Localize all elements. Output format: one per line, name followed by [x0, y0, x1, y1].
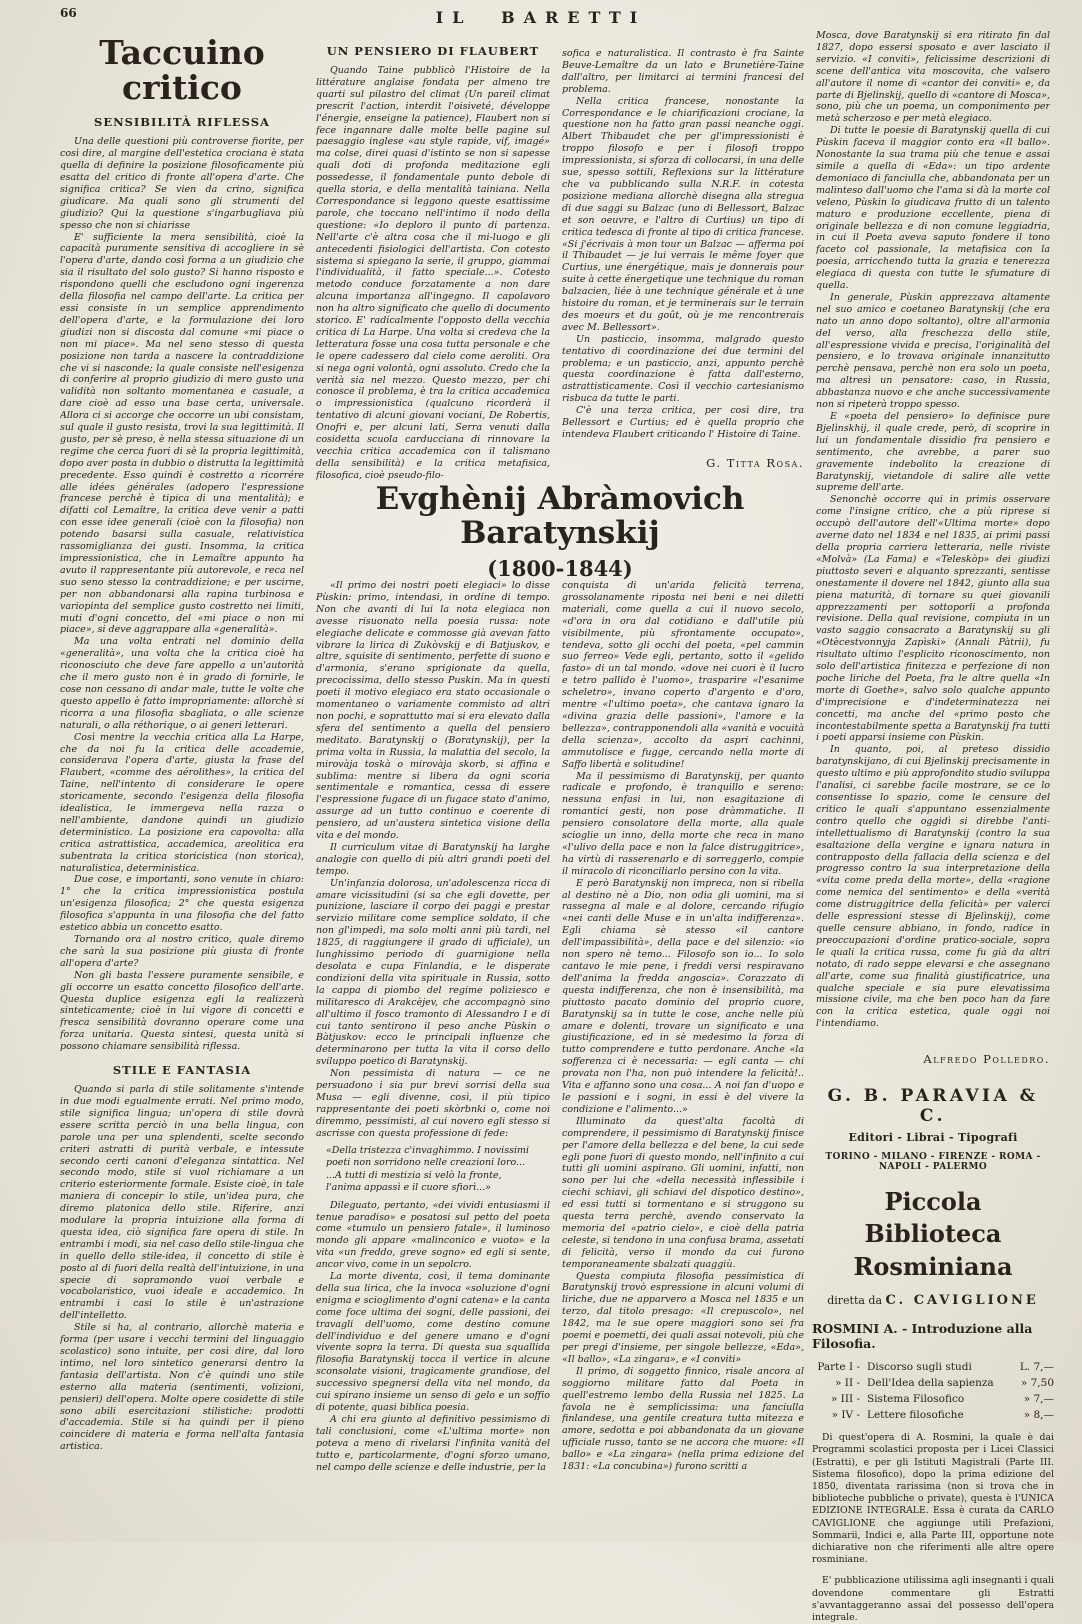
column-baratynskij-left: [316, 580, 550, 1502]
row-price: » 7,—: [1023, 1393, 1054, 1406]
price-row: [812, 1407, 1054, 1423]
publisher-subtitle: Editori - Librai - Tipografi: [848, 1131, 1018, 1144]
publisher-name: G. B. PARAVIA & C.: [827, 1086, 1039, 1126]
signature-g-titta-rosa: G. Titta Rosa.: [706, 456, 804, 470]
baratynskij-dates: (1800-1844): [487, 556, 633, 582]
rosminiana-work-title: ROSMINI A. - Introduzione alla Filosofia.: [812, 1321, 1033, 1352]
row-price: » 8,—: [1023, 1409, 1054, 1422]
row-part: » III -: [830, 1393, 860, 1406]
baratynskij-title: Evghènij Abràmovich Baratynskij: [375, 481, 745, 552]
section-stile-e-fantasia-text: Quando si parla di stile solitamente s'intende in due modi egualmente errati. Nel primo modo, stile significa lingua; un'opera di stile dovrà essere scritta perciò in una bella lingua, con parole una per una splendenti, scelte secondo criteri astratti di purità verbale, e intessute secondo certi canoni d'eleganza sintattica. Nel secondo modo, stile si vuol richiamare a un criterio esteriormente formale. Esiste cioè, in tale maniera di concepir lo stile, un'idea pura, che diremo platonica dello stile. Riferire, anzi modulare la propria intuizione alla forma di questa idea, ciò significa fare opera di stile. In entrambi i modi, sia nel caso dello stile-lingua che in quello dello stile-idea, il concetto di stile è posto al di fuori della realtà dell'intuizione, in una specie di sopramondo vuoi verbale e vocabolaristico, vuoi ideale e accademico. In entrambi i casi lo stile è un'astrazione dell'intelletto. Stile si ha, al contrario, allorchè materia e forma (per usare i vecchi termini del linguaggio scolastico) sono intuite, per così dire, dal loro intimo, nel loro sintetico generarsi dentro la fantasia dell'artista. Non c'è quindi uno stile esterno alla materia (sentimenti, volizioni, pensieri) dell'opera. Molte opere cosidette di stile sono abili esercitazioni stilistiche: prodotti d'accademia. Stile si ha quindi per il pieno coincidere di materia e forma nell'alta fantasia artistica.: [60, 1084, 304, 1453]
price-row: [812, 1375, 1054, 1391]
price-row: [812, 1391, 1054, 1407]
advertisement-paravia: [812, 1086, 1054, 1624]
rosminiana-title-line1: Piccola Biblioteca: [864, 1187, 1002, 1249]
rosminiana-title: [812, 1186, 1054, 1283]
column-taccuino-critico: [60, 36, 304, 1502]
row-title: Dell'Idea della sapienza: [867, 1377, 994, 1390]
row-title: Sistema Filosofico: [867, 1393, 965, 1406]
director-name: C. CAVIGLIONE: [885, 1293, 1039, 1309]
rosminiana-directed-by: [812, 1293, 1054, 1308]
publisher-cities: TORINO - MILANO - FIRENZE - ROMA - NAPOLI - PALERMO: [825, 1152, 1041, 1172]
row-title: Discorso sugli studi: [867, 1361, 972, 1374]
article-title-taccuino-critico: Taccuino critico: [99, 36, 265, 107]
rosminiana-description: Di quest'opera di A. Rosmini, la quale è dai Programmi scolastici proposta per i Licei Classici (Estratti), e per gli Istituti Magistrali (Parte III. Sistema filosofico), dopo la prima edizione del 1850, diventata rarissima (non si trova che in biblioteche pubbliche o private), questa è l'UNICA EDIZIONE INTEGRALE. Essa è curata da CARLO CAVIGLIONE che aggiunge utili Prefazioni, Sommarii, Indici e, alla Parte III, opportune note dichiarative non che riferimenti alle altre opere rosminiane. E' pubblicazione utilissima agli insegnanti i quali dovendone commentare gli Estratti s'avvantaggeranno assai del possesso dell'opera integrale.: [812, 1432, 1054, 1624]
rosminiana-title-line2: Rosminiana: [853, 1251, 1013, 1281]
baratynskij-text-left-2: Dileguato, pertanto, «dei vividi entusiasmi il tenue paradiso» e posatosi sul petto del poeta come «tumulo un pensiero fatale», il luminoso mondo gli appare «malinconico e vuoto» e la vita «un freddo, greve sogno» ed egli si sente, ancor vivo, come in un sepolcro. La morte diventa, così, il tema dominante della sua lirica, che la invoca «soluzione d'ogni enigma e scioglimento d'ogni catena» e la canta come foce ultima dei sogni, delle passioni, dei travagli dell'uomo, come destino comune dell'individuo e del genere umano e d'ogni vivente sopra la terra. Di questa sua squallida filosofia Baratynskij tocca il vertice in alcune sconsolate visioni, tragicamente grandiose, del successivo spegnersi della vita nel mondo, da cui spirano insieme un senso di gelo e un soffio di potente, quasi biblica poesia. A chi era giunto al definitivo pessimismo di tali conclusioni, come «L'ultima morte» non poteva a meno di rivelarsi l'infinita vanità del tutto e, particolarmente, d'ogni sforzo umano, nel campo delle scienze e delle industrie, per la: [316, 1199, 550, 1473]
signature-alfredo-polledro: Alfredo Polledro.: [923, 1052, 1050, 1066]
row-part: » IV -: [831, 1409, 860, 1422]
article-heading-baratynskij: [316, 482, 804, 581]
row-part: » II -: [835, 1377, 860, 1390]
rosminiana-price-list: [812, 1359, 1054, 1423]
column-flaubert-left: [316, 44, 550, 482]
section-heading-stile-e-fantasia: STILE E FANTASIA: [112, 1063, 252, 1078]
flaubert-text-continuation: sofica e naturalistica. Il contrasto è fra Sainte Beuve-Lemaître da un lato e Brunetière-Taine dall'altro, per limitarci ai termini francesi del problema.: [562, 48, 804, 95]
baratynskij-text-right-continuation: Mosca, dove Baratynskij si era ritirato fin dal 1827, dopo essersi sposato e aver lasciato il servizio. «I conviti», felicissime descrizioni di scene dell'antica vita moscovita, che valsero all'autore il nome di «cantor dei conviti» e, da parte di Bjelìnskij, quello di «cantore di Mosca», sono, più che un poema, un componimento per metà scherzoso e per metà elegiaco.: [816, 30, 1050, 125]
flaubert-text-left: Quando Taine pubblicò l'Histoire de la littérature anglaise fondata per almeno tre quarti sul pilastro del climat (Un pareil climat prescrit l'action, interdit l'oisiveté, développe l'énergie, enseigne la patience), Flaubert non si fece ingannare dalle molte belle pagine sul paesaggio inglese «au style rapide, vif, imagé» ma colse, direi quasi d'istinto se non si sapesse quali doti di profonda meditazione egli possedesse, il fondamentale punto debole di quella storia, e della mentalità tainiana. Nella Correspondance si leggono queste esattissime parole, che toccano nell'intimo il nodo della questione: «Io deploro il punto di partenza. Nell'arte c'è altra cosa che il mi-luogo e gli antecedenti fisiologici dell'artista. Con cotesto sistema si spiegano la serie, il gruppo, giammai l'individualità, il fatto speciale...». Cotesto metodo conduce forzatamente a non dare alcuna importanza all'ingegno. Il capolavoro non ha altro significato che quello di documento storico. E' radicalmente l'opposto della vecchia critica di La Harpe. Una volta si credeva che la letteratura fosse una cosa tutta personale e che le opere cadessero dal cielo come aeroliti. Ora si nega ogni volontà, ogni assoluto. Credo che la verità sia nel mezzo. Questo mezzo, per chi conosce il problema, è tra la critica accademica o impressionistica (qualcuno ricorderà il tentativo di alcuni giovani vociani, De Robertis, Onofri e, per alcuni lati, Serra venuti dalla cosidetta scuola carducciana di rinnovare la vecchia critica accademica con il talismano della sensibilità) e la critica metafisica, filosofica, cioè pseudo-filo-: [316, 65, 550, 481]
masthead-title: IL BARETTI: [435, 8, 647, 27]
row-price: L. 7,—: [1019, 1361, 1054, 1374]
baratynskij-verse-quote: «Della tristezza c'invaghimmo. I novissimi poeti non sorridono nelle creazioni loro... ...A tutti di mestizia si velò la fronte, l'anima appassì e il cuore sfiorì...»: [326, 1144, 530, 1194]
page-number: 66: [60, 6, 77, 20]
row-price: » 7,50: [1020, 1377, 1054, 1390]
column-flaubert-right: [562, 48, 804, 456]
baratynskij-text-left-1: «Il primo dei nostri poeti elegiaci» lo disse Pùskin: primo, intendasi, in ordine di tempo. Non che avanti di lui la nota elegiaca non avesse risuonato nella poesia russa: note elegiache delicate e commosse già avevan fatto vibrare la lirica di Zukòvskij e di Batjuskov, e altre, squisite di sentimento, perfette di suono e d'armonia, s'erano sprigionate da quella, precocissima, dello stesso Puskin. Ma in questi poeti il motivo elegiaco era stato occasionale o momentaneo o variamente commisto ad altri non pochi, e soprattutto mai si era elevato dalla sfera del sentimento a quella del pensiero meditato. Baratynskij o (Boratynskij), per la prima volta in Russia, la malattia del secolo, la mirovàja toskà o mirovàja skorb, si affina e sublima: mentre si libera da ogni scoria sentimentale e romantica, cessa di essere l'espressione fugace di un fugace stato d'animo, assurge ad un tutto continuo e coerente di pensiero, ad un'austera sintetica visione della vita e del mondo. Il curriculum vitae di Baratynskij ha larghe analogie con quello di più altri grandi poeti del tempo. Un'infanzia dolorosa, un'adolescenza ricca di amare vicissitudini (si sa che egli dovette, per punizione, lasciare il corpo dei paggi e prestar servizio militare come semplice soldato, il che non gl'impedì, ma solo molti anni più tardi, nel 1825, di raggiungere il grado di ufficiale), un lunghissimo periodo di guarnigione nella desolata e cupa Finlandia, e le disperate condizioni della vita spirituale in Russia, sotto la cappa di piombo del regime poliziesco e militaresco di Arakcèjev, che accompagnò sino all'ultimo il fosco tramonto di Alessandro I e di cui tanto sentirono il peso anche Pùskin o Bàtjuskov: ecco le principali influenze che determinarono per tutta la vita il corso dello sviluppo poetico di Baratynskij. Non pessimista di natura — ce ne persuadono i sia pur brevi sorrisi della sua Musa — egli divenne, così, il più tipico rappresentante dei poeti skòrbnki o, come noi diremmo, pessimisti, al cui novero egli stesso si ascrisse con questa professione di fede:: [316, 580, 550, 1139]
row-part: Parte I -: [817, 1361, 860, 1374]
flaubert-text-right: Nella critica francese, nonostante la Correspondance e le chiarificazioni crociane, la questione non ha fatto gran passi neanche oggi. Albert Thibaudet che per gl'impressionisti è troppo filosofo e per i filosofi troppo impressionista, si sforza di collocarsi, in una delle sue, spesso sottili, Reflexions sur la littérature che va pubblicando sulla N.R.F. in cotesta posizione mediana allorchè disegna alla stregua di due saggi su Balzac (uno di Bellessort, Balzac et son oeuvre, e l'altro di Curtius) un tipo di critica tedesca di fronte al tipo di critica francese. «Si j'écrivais à mon tour un Balzac — afferma poi il Thibaudet — je lui verrais le même foyer que Curtius, une énergétique, mais je donnerais pour suite à cette énergetique une technique du roman balzacien, liée à une technique générale et à une histoire du roman, et je terminerais sur le terrain des moeurs et du goût, où je me rencontrerais avec M. Bellessort». Un pasticcio, insomma, malgrado questo tentativo di coordinazione dei due termini del problema; e un pasticcio, anzi, appunto perchè questa coordinazione è fatta dall'esterno, astrattisticamente. Così il vecchio cartesianismo risbuca da tutte le parti. C'è una terza critica, per così dire, tra Bellessort e Curtius; ed è quella proprio che intendeva Flaubert criticando l' Histoire di Taine.: [562, 95, 804, 440]
price-row: [812, 1359, 1054, 1375]
baratynskij-text-middle: Ma il pessimismo di Baratynskij, per quanto radicale e profondo, è tranquillo e sereno: nessuna enfasi in lui, non esagitazione di romantici gesti, non pose dràmmatiche. Il pensiero consolatore della morte, alla quale scioglie un inno, della morte che reca in mano «l'ulivo della pace e non la falce distruggitrice», ha virtù di rasserenarlo e di sorreggerlo, compie il miracolo di riconciliarlo persino con la vita. E però Baratynskij non impreca, non si ribella al destino nè a Dio, non odia gli uomini, ma si rassegna al male e al dolore, cercando rifugio «nei canti delle Muse e in un'alta indifferenza». Egli chiama sè stesso «il cantore dell'impassibilità», della pace e del silenzio: «io non spero nè temo... Filosofo son io... Io solo cantavo le mie pene, i freddi versi respiravano dell'anima la fredda angoscia». Corazzato di questa indifferenza, che non è insensibilità, ma piuttosto pacato dominio del proprio cuore, Baratynskij sa in tutte le cose, anche nelle più amare e dolenti, trovare un significato e una giustificazione, ed in sè medesimo la forza di tutto comprendere e tutto perdonare. Anche «la sofferenza ci è necessaria: — egli canta — chi provata non l'ha, non può intendere la felicità!.. Vita e affanno sono una cosa... A noi fan d'uopo e le passioni e i sogni, in essi è del vivere la condizione e l'alimento...» Illuminato da quest'alta facoltà di comprendere, il pessimismo di Baratynskij finisce per l'amore della bellezza e del bene, la cui sede egli pone fuori di questo mondo, nell'infinito a cui tutti gli uomini aspirano. Gli uomini, infatti, non sono per lui che «della necessità inflessibile i ciechi schiavi, gli schiavi del dispotico destino», ed essi tutti si tormentano e si struggono su questa terra perchè, avendo conservato la memoria del «patrio cielo», e cioè della patria celeste, si tendono in una confusa brama, assetati di felicità, verso il mondo da cui furono temporaneamente sbalzati quaggiù. Questa compiuta filosofia pessimistica di Baratynskij trovò espressione in alcuni volumi di liriche, due ne apparvero a Mosca nel 1835 e un terzo, dal titolo presago: «Il crepuscolo», nel 1842, ma le sue opere maggiori sono sei fra poemi e poemetti, dei quali assai notevoli, più che per pregi d'insieme, per singole bellezze, «Eda», «Il ballo», «La zingara», e «I conviti» Il primo, di soggetto finnico, risale ancora al soggiorno militare fatto dal Poeta in quell'estremo lembo della Russia nel 1825. La favola ne è semplicissima: una fanciulla finlandese, una gentile creatura tutta mitezza e amore, sedotta e poi abbandonata da un giovane ufficiale russo, tanto se ne accora che muore: «Il ballo» e «La zingara» (nella prima edizione del 1831: «La concubina») furono scritti a: [562, 770, 804, 1473]
row-title: Lettere filosofiche: [867, 1409, 964, 1422]
column-baratynskij-middle: [562, 580, 804, 1502]
column-baratynskij-right: [816, 30, 1050, 1050]
section-heading-un-pensiero-di-flaubert: UN PENSIERO DI FLAUBERT: [326, 44, 540, 58]
section-heading-sensibilita-riflessa: SENSIBILITÀ RIFLESSA: [94, 115, 270, 130]
section-sensibilita-riflessa-text: Una delle questioni più controverse fiorite, per così dire, al margine dell'estetica crociana è stata quella di definire la posizione filosoficamente più esatta del critico di fronte all'opera d'arte. Che significa critica? Se vien da crino, significa giudicare. Ma quali sono gli strumenti del giudizio? Qui la questione s'ingarbugliava più spesso che non si chiarisse E' sufficiente la mera sensibilità, cioè la capacità puramente sensitiva di accogliere in sè l'opera d'arte, dando così forma a un giudizio che sia il risultato del solo gusto? Si hanno risposto e rispondono quelli che escludono ogni ingerenza della filosofia nel campo dell'arte. La critica per essi consiste in un semplice apprendimento dell'opera d'arte, e la formulazione dei loro giudizi non si discosta dal comune «mi piace o non mi piace». Ma nel seno stesso di questa posizione non tarda a nascere la contraddizione che vi si nasconde; la quale consiste nell'esigenza di conferire al proprio giudizio di mero gusto una validità non soltanto momentanea e casuale, a dare cioè ad esso una base certa, universale. Allora ci si accorge che occorre un ubi consistam, sul quale il gusto resista, trovi la sua legittimità. Il gusto, per sè preso, è nella stessa situazione di un regime che cerca fuori di sè la propria legittimità, dopo aver posta in dubbio o distrutta la legittimità precedente. Esso quindi è costretto a ricorrére alle idées générales (adopero l'espressione francese perchè è tipica di una mentalità); e difatti col Lemaître, la critica deve venir a patti con esse idee generali (cioè con la filosofia) non potendo basarsi sulla casuale, relativistica rassomiglianza dei gusti. Insomma, la critica impressionistica, che in Lemaître appunto ha avuto il rappresentante più autorevole, e reca nel suo seno stesso la contraddizione; e per uscirne, per non abbandonarsi alla rapina turbinosa e variopinta del semplice gusto costretto nei limiti, muti d'ogni concetto, del «mi piace o non mi piace», si deve aggrappare alla «generalità». Ma una volta entrati nel dominio della «generalità», una volta che la critica cioè ha riconosciuto che deve fare appello a un'autorità che il mero gusto non è in grado di fornirle, le cose non cessano di andar male, tutte le volte che questo appello è fatto impropriamente: allorchè si ricorra a una filosofia sbagliata, o alle scienze naturali, o alla réthorique, o ai generi letterari. Così mentre la vecchia critica alla La Harpe, che da noi fu la critica delle accademie, considerava l'opera d'arte, giusta la frase del Flaubert, «comme des aérolithes», la critica del Taine, nell'intento di considerare le opere storicamente, secondo l'esigenza della filosofia idealistica, le immergeva nella razza o nell'ambiente, dandone quindi un giudizio deterministico. La posizione era capovolta: alla critica astrattistica, accademica, areolitica era subentrata la critica storicistica (non storica), naturalistica, deterministica. Due cose, e importanti, sono venute in chiaro: 1° che la critica impressionistica postula un'esigenza filosofica; 2° che questa esigenza filosofica s'appunta in una filosofia che del fatto estetico abbia un concetto esatto. Tornando ora al nostro critico, quale diremo che sarà la sua posizione più giusta di fronte all'opera d'arte? Non gli basta l'essere puramente sensibile, e gli occorre un esatto concetto filosofico dell'arte. Questa duplice esigenza egli la realizzerà sinteticamente; cioè in lui vigore di concetti e fresca sensibilità dovranno operare come una forza unitaria. Questa sintesi, questa unità si possono chiamare sensibilità riflessa.: [60, 136, 304, 1053]
directed-by-prefix: diretta da: [827, 1294, 886, 1308]
baratynskij-text-middle-continuation: conquista di un'arida felicità terrena, grossolanamente riposta nei beni e nei diletti materiali, come quella a cui il nuovo secolo, «d'ora in ora dal cotidiano e dall'utile più visibilmente, più sfrontamente occupato», tendeva, sotto gli occhi del poeta, «pel cammin suo ferreo» Vede egli, pertanto, sotto il «gelido fasto» di un tal mondo. «dove nei cuori è il lucro e tetro pallido è l'uomo», trasparire «l'esanime scheletro», invano coperto d'argento e d'oro, mentre «l'ultimo poeta», che cantava ignaro la «divina grazia delle passioni», l'amore e la bellezza», contrapponendoli alla «vanità e vocuità della scienza», accolto da aspri cachinni, ammutolisce e fugge, cercando nella morte di Saffo libertà e solitudine!: [562, 580, 804, 770]
baratynskij-text-right: Di tutte le poesie di Baratynskij quella di cui Pùskin faceva il maggior conto era «Il ballo». Nonostante la sua trama più che tenue e assai simile a quella di «Eda»: un tipo ardente demoniaco di fanciulla che, abbandonata per un malinteso dall'uomo che l'ama si dà la morte col veleno, Pùskin lo giudicava frutto di un talento maturo e produzione eccellente, piena di originale bellezza e di non comune leggiadria, in cui il Poeta aveva saputo fondere il tono faceto col passionale, la metafisica con la poesia, arricchendo tutta la grazia e tenerezza elegiaca di questa con tutte le sfumature di quella. In generale, Pùskin apprezzava altamente nel suo amico e coetaneo Baratynskij (che era nato un anno dopo soltanto), oltre all'armonia del verso, alla freschezza dello stile, all'espressione vivida e precisa, l'originalità del pensiero, e lo trovava originale innanzitutto perchè pensava, perchè non era solo un poeta, ma altresì un pensatore: caso, in Russia, abbastanza nuovo e che anche successivamente non si ripeterà troppo spesso. E «poeta del pensiero» lo definisce pure Bjelìnskhij, il quale crede, però, di scoprire in lui un fondamentale dissidio fra pensiero e sentimento, che avrebbe, a parer suo gravemente indebolito la creazione di Baratynskij, vietandole di salire alle vette supreme dell'arte. Senonchè occorre qui in primis osservare come l'insigne critico, che a più riprese si occupò dell'autore dell'«Ultima morte» dopo averne dato nel 1834 e nel 1835, ai primi passi della propria carriera letteraria, nelle riviste «Molvà» (La Fama) e «Teleskòp» dei giudizi piuttosto severi e alquanto sprezzanti, sentisse onestamente il dovere nel 1842, giunto alla sua piena maturità, di tornare su quei giovanili apprezzamenti per sottoporli a profonda revisione. Della qual revisione, compiuta in un vasto saggio consacrato a Baratynskij su gli «Otècestvonnyja Zapìski» (Annali Pàtrii), fu risultato ultimo l'esplicito riconoscimento, non solo dell'artistica finitezza e perfezione di non poche liriche del Poeta, fra le altre quella «In morte di Goethe», salvo solo qualche appunto d'imprecisione e d'indeterminatezza nei concetti, ma anche del «primo posto che incontestabilmente spetta a Baratynskij fra tutti i poeti apparsi insieme con Pùskin. In quanto, poi, al preteso dissidio baratynskijano, di cui Bjelìnskij precisamente in questo ultimo e più approfondito studio sviluppa l'analisi, ci sarebbe facile mostrare, se ce lo consentisse lo spazio, come le censure del critico le quali s'appuntano essenzialmente contro quello che oggidì si direbbe l'anti-intellettualismo di Baratynskij (contro la sua esaltazione della vergine e ignara natura in contrapposto della fallacia della scienza e del progresso contro la sua interpretazione della «vita come preda della morte», della «ragione come nemica del sentimento» e della «verità come distruggitrice della felicità» per valerci delle espressioni stesse di Bjelìnskij), come quelle censure abbiano, in fondo, radice in preoccupazioni d'ordine pratico-sociale, sopra le quali la critica russa, come fu già da altri notato, di rado seppe elevarsi e che assegnano all'arte, come sua finalità giustificatrice, una qualche speciale e sia pure elevatissima missione civile, ma che ben poco han da fare con la critica estetica, quale oggi noi l'intendiamo.: [816, 125, 1050, 1030]
